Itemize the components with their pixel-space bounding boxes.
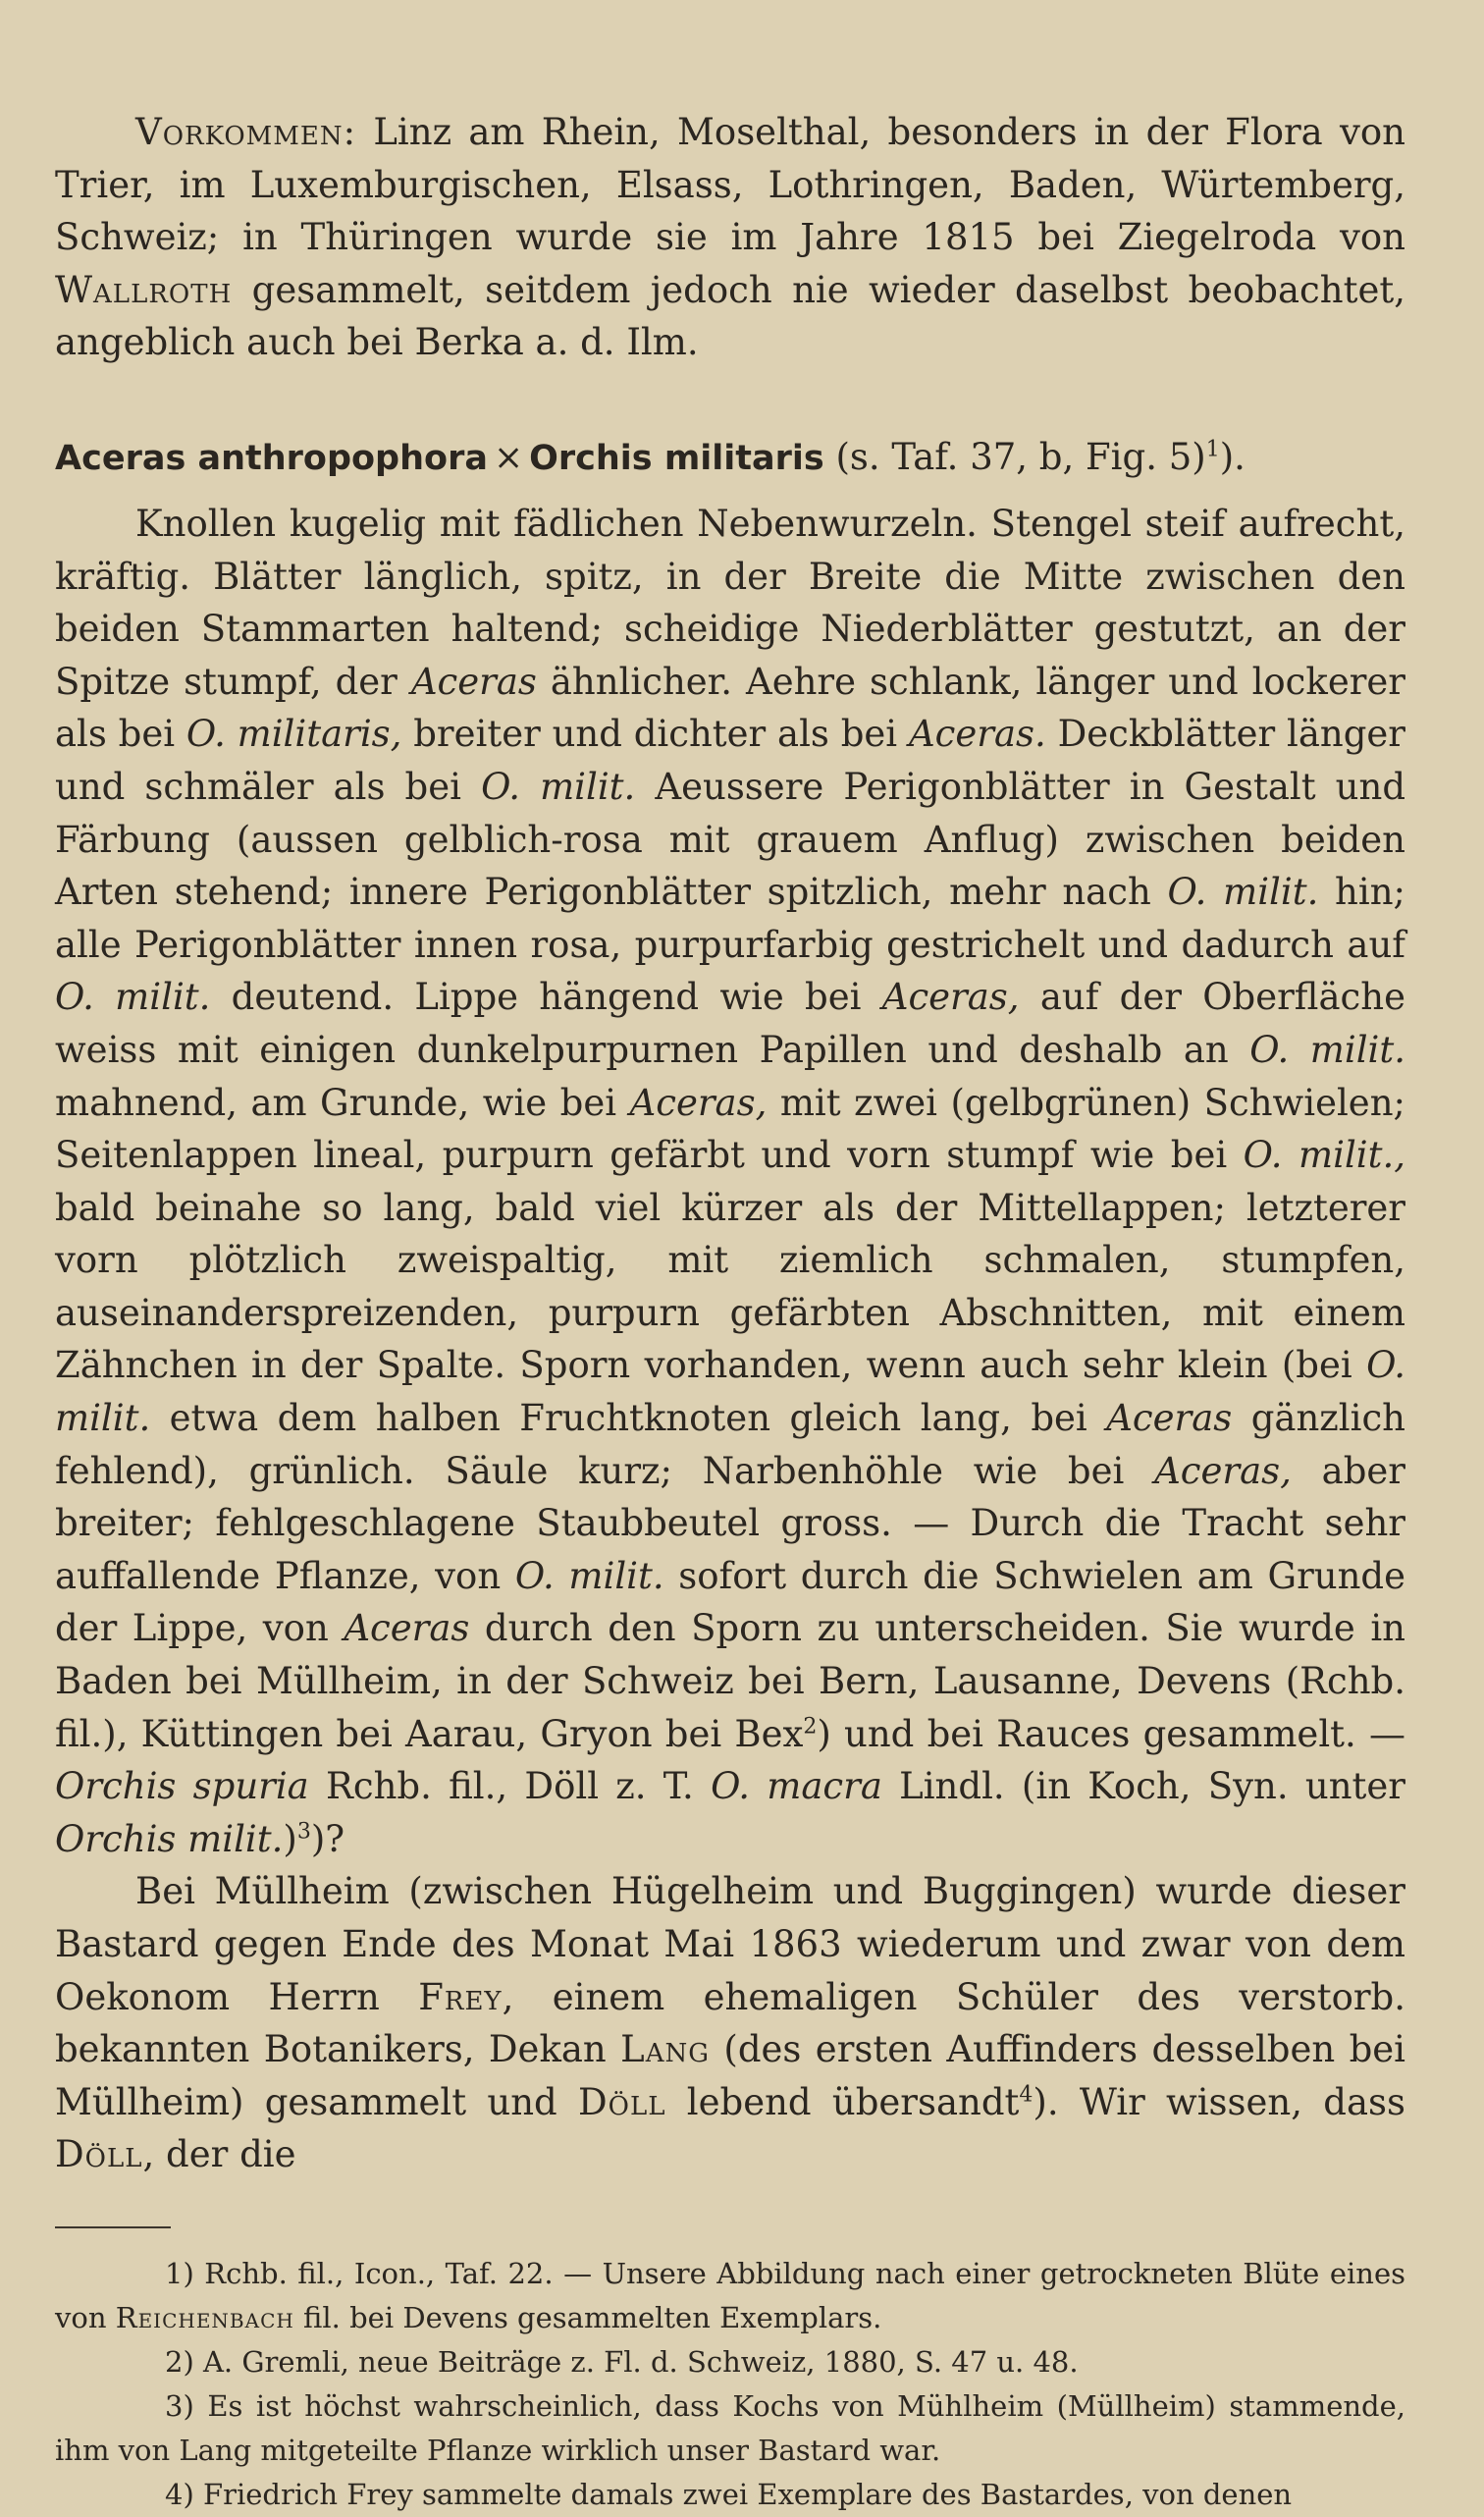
text-run: mahnend, am Grunde, wie bei [55,1081,630,1124]
text-run: 2) A. Gremli, neue Beiträge z. Fl. d. Schweiz, 1880, S. 47 u. 48. [165,2344,1079,2379]
footnotes [55,2252,1405,2517]
italic-text: O. milit. [1249,1028,1405,1071]
person-name: Döll [55,2133,143,2176]
text-run: 4) Friedrich Frey sammelte damals zwei Exemplare des Bastardes, von denen [165,2477,1293,2511]
occurrence-label: Vorkommen: [135,111,357,153]
text-run: )? [310,1817,345,1860]
italic-text: O. milit., [1243,1134,1406,1177]
text-run: Deckblätter länger und schmäler als bei [55,713,1405,808]
italic-text: Aceras [1106,1397,1233,1440]
description-paragraph [55,498,1405,1865]
italic-text: Aceras, [881,976,1020,1019]
footnote-3 [55,2384,1405,2473]
italic-text: O. macra [711,1765,882,1808]
text-run: etwa dem halben Fruchtknoten gleich lang, bei [150,1397,1107,1440]
footnote-2 [55,2340,1405,2384]
footnote-1 [55,2252,1405,2340]
text-run: mit zwei (gelbgrünen) Schwielen; Seitenlappen lineal, purpurn gefärbt und vorn stumpf wie bei [55,1081,1405,1177]
text-run: ) und bei Rauces gesammelt. — [817,1712,1405,1755]
heading-parent-2: Orchis militaris [529,438,824,478]
text-run: lebend übersandt [665,2080,1020,2123]
muellheim-paragraph [55,1865,1405,2181]
italic-text: O. milit. [55,976,211,1019]
footnote-ref: 4 [1019,2082,1034,2108]
text-run: bald beinahe so lang, bald viel kürzer als der Mittellappen; letzterer vorn plötzlich zweispaltig, mit ziemlich schmalen, stumpfen, auseinanderspreizenden, purpurn gefärbten Abschnitten, mit einem Zähnchen in der Spalte. Sporn vorhanden, wenn auch sehr klein (bei [55,1186,1405,1387]
occurrence-text-end: gesammelt, seitdem jedoch nie wieder daselbst beobachtet, angeblich auch bei Berka a. d. Ilm. [55,268,1405,364]
text-run: auf der Oberfläche weiss mit einigen dunkelpurpurnen Papillen und deshalb an [55,976,1405,1071]
italic-text: Orchis milit. [55,1817,284,1860]
text-run: aber breiter; fehlgeschlagene Staubbeutel gross. — Durch die Tracht sehr auffallende Pflanze, von [55,1449,1405,1597]
text-run: breiter und dichter als bei [401,713,909,756]
italic-text: O. milit. [514,1554,664,1597]
italic-text: O. milit. [1167,871,1319,914]
italic-text: Aceras, [1154,1449,1292,1492]
text-run: hin; alle Perigonblätter innen rosa, purpurfarbig gestrichelt und dadurch auf [55,871,1406,966]
text-run: 3) Es ist höchst wahrscheinlich, dass Kochs von Mühlheim (Müllheim) stammende, ihm von Lang mitgeteilte Pflanze wirklich unser Bastard war. [55,2388,1405,2467]
italic-text: O. milit. [481,765,636,808]
italic-text: Aceras [344,1607,470,1650]
footnote-ref: 3 [296,1819,311,1845]
text-run: Knollen kugelig mit fädlichen Nebenwurzeln. Stengel steif aufrecht, kräftig. Blätter länglich, spitz, in der Breite die Mitte zwischen den beiden Stammarten haltend; scheidige Niederblätter gestutzt, an der Spitze stumpf, der [55,502,1405,703]
footnote-4 [55,2473,1405,2517]
occurrence-paragraph [55,106,1405,369]
person-name: Lang [620,2028,711,2071]
person-name: Döll [578,2080,666,2123]
italic-text: Aceras, [629,1081,768,1124]
text-run: (des ersten Auffinders desselben bei Müllheim) gesammelt und [55,2028,1405,2123]
text-run: durch den Sporn zu unterscheiden. Sie wurde in Baden bei Müllheim, in der Schweiz bei Bern, Lausanne, Devens (Rchb. fil.), Küttingen bei Aarau, Gryon bei Bex [55,1607,1406,1755]
text-run: ähnlicher. Aehre schlank, länger und lockerer als bei [55,660,1405,756]
italic-text: O. milit. [55,1344,1405,1440]
text-run: , einem ehemaligen Schüler des verstorb. bekannten Botanikers, Dekan [55,1975,1405,2071]
text-run: ). Wir wissen, dass [1033,2080,1405,2123]
text-run: Rchb. fil., Döll z. T. [308,1765,712,1808]
text-run: Bei Müllheim (zwischen Hügelheim und Buggingen) wurde dieser Bastard gegen Ende des Monat Mai 1863 wiederum und zwar von dem Oekonom Herrn [55,1870,1405,2018]
text-run: Aeussere Perigonblätter in Gestalt und Färbung (aussen gelblich-rosa mit grauem Anflug) zwischen beiden Arten stehend; innere Perigonblätter spitzlich, mehr nach [55,765,1406,914]
footnote-divider [55,2226,171,2228]
footnote-ref: 2 [803,1714,818,1740]
italic-text: Aceras [410,660,537,703]
heading-parent-1: Aceras anthropophora [55,438,488,478]
text-run: gänzlich fehlend), grünlich. Säule kurz; Narbenhöhle wie bei [55,1397,1405,1492]
italic-text: O. militaris, [186,713,402,756]
person-name: Frey [418,1975,503,2018]
text-run: sofort durch die Schwielen am Grunde der Lippe, von [55,1554,1406,1650]
occurrence-text: Linz am Rhein, Moselthal, besonders in der Flora von Trier, im Luxemburgischen, Elsass, Lothringen, Baden, Würtemberg, Schweiz; in Thüringen wurde sie im Jahre 1815 bei Ziegelroda von [55,111,1405,259]
text-run: Lindl. (in Koch, Syn. unter [881,1765,1405,1808]
text-run: fil. bei Devens gesammelten Exemplars. [293,2300,882,2334]
species-heading [55,430,1405,486]
text-run: ) [283,1817,297,1860]
hybrid-cross-symbol: × [493,437,524,478]
italic-text: Orchis spuria [55,1765,309,1808]
person-name: Reichenbach [115,2300,294,2334]
text-run: , der die [142,2133,296,2176]
italic-text: Aceras. [908,713,1046,756]
text-run: deutend. Lippe hängend wie bei [210,976,882,1019]
heading-end: ). [1219,435,1246,478]
collector-name: Wallroth [55,268,233,311]
heading-plate-reference: (s. Taf. 37, b, Fig. 5) [823,435,1206,478]
text-run: 1) Rchb. fil., Icon., Taf. 22. — Unsere Abbildung nach einer getrockneten Blüte eines von [55,2256,1405,2334]
footnote-ref-1: 1 [1205,437,1220,462]
